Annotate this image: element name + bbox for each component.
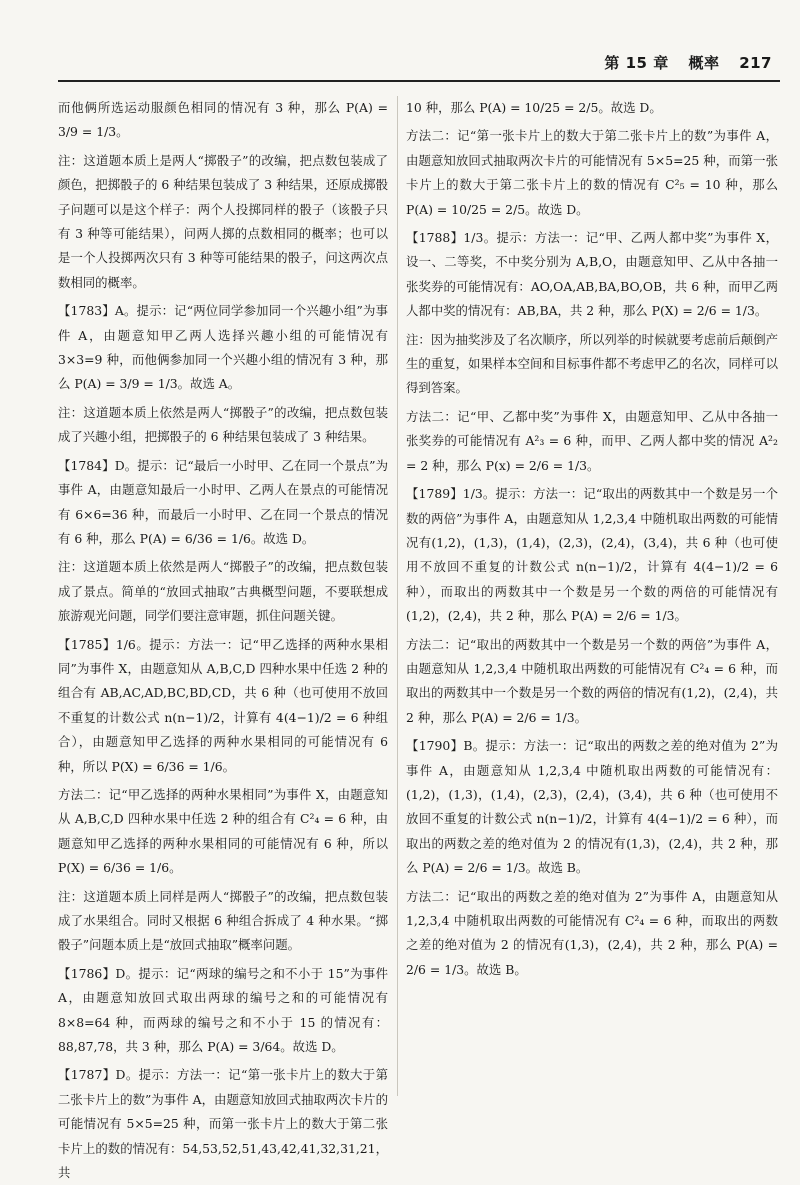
answer-1788: 【1788】1/3。提示：方法一：记“甲、乙两人都中奖”为事件 X，设一、二等奖，不中奖分别为 A,B,O，由题意知甲、乙从中各抽一张奖券的可能情况有：AO,OA,AB,BA,BO,OB，共 6 种，而甲乙两人都中奖的情况有：AB,BA，共 2 种，那么 P(X) = 2/6 = 1/3。 xyxy=(406,230,778,319)
answer-1790: 【1790】B。提示：方法一：记“取出的两数之差的绝对值为 2”为事件 A，由题意知从 1,2,3,4 中随机取出两数的可能情况有：(1,2)，(1,3)，(1,4)，(2,3)，(2,4)，(3,4)，共 6 种（也可使用不放回不重复的计数公式 n(n−1)/2，计算有 4(4−1)/2 = 6 种），而取出的两数之差的绝对值为 2 的情况有(1,3)，(2,4)，共 2 种，那么 P(A) = 2/6 = 1/3。故选 B。 xyxy=(406,738,778,876)
paragraph: 方法二：记“第一张卡片上的数大于第二张卡片上的数”为事件 A，由题意知放回式抽取两次卡片的可能情况有 5×5=25 种，而第一张卡片上的数大于第二张卡片上的数的情况有 C²₅ = 10 种，那么 P(A) = 10/25 = 2/5。故选 D。 xyxy=(406,128,778,217)
page-header xyxy=(590,52,772,73)
paragraph: 注：这道题本质上是两人“掷骰子”的改编，把点数包装成了颜色，把掷骰子的 6 种结果包装成了 3 种结果，还原成掷骰子问题可以是这个样子：两个人投掷同样的骰子（该骰子只有 3 种等可能结果），问两人掷的点数相同的概率；也可以是一个人投掷两次只有 3 种等可能结果的骰子，问这两次点数相同的概率。 xyxy=(58,152,388,290)
page-number: 217 xyxy=(739,54,772,72)
chapter-label: 第 15 章 xyxy=(604,54,669,72)
paragraph: 注：这道题本质上同样是两人“掷骰子”的改编，把点数包装成了水果组合。同时又根据 6 种组合拆成了 4 种水果。“掷骰子”问题本质上是“放回式抽取”概率问题。 xyxy=(58,888,388,953)
paragraph: 10 种，那么 P(A) = 10/25 = 2/5。故选 D。 xyxy=(406,100,662,115)
column-divider xyxy=(397,96,398,1096)
answer-1783: 【1783】A。提示：记“两位同学参加同一个兴趣小组”为事件 A，由题意知甲乙两人选择兴趣小组的可能情况有 3×3=9 种，而他俩参加同一个兴趣小组的情况有 3 种，那么 P(A) = 3/9 = 1/3。故选 A。 xyxy=(58,303,388,392)
header-rule xyxy=(58,80,780,82)
paragraph: 注：这道题本质上依然是两人“掷骰子”的改编，把点数包装成了兴趣小组，把掷骰子的 6 种结果包装成了 3 种结果。 xyxy=(58,404,388,445)
paragraph: 方法二：记“取出的两数其中一个数是另一个数的两倍”为事件 A，由题意知从 1,2,3,4 中随机取出两数的可能情况有 C²₄ = 6 种，而取出的两数其中一个数是另一个数的两倍的情况有(1,2)，(2,4)，共 2 种，那么 P(A) = 2/6 = 1/3。 xyxy=(406,636,778,725)
chapter-title: 概率 xyxy=(688,54,720,72)
paragraph: 而他俩所选运动服颜色相同的情况有 3 种，那么 P(A) = 3/9 = 1/3。 xyxy=(58,100,388,140)
paragraph: 方法二：记“甲乙选择的两种水果相同”为事件 X，由题意知从 A,B,C,D 四种水果中任选 2 种的组合有 C²₄ = 6 种，由题意知甲乙选择的两种水果相同的可能情况有 6 种，所以 P(X) = 6/36 = 1/6。 xyxy=(58,786,388,876)
right-column xyxy=(406,96,778,982)
paragraph: 注：因为抽奖涉及了名次顺序，所以列举的时候就要考虑前后颠倒产生的重复，如果样本空间和目标事件都不考虑甲乙的名次，同样可以得到答案。 xyxy=(406,331,778,396)
paragraph: 注：这道题本质上依然是两人“掷骰子”的改编，把点数包装成了景点。简单的“放回式抽取”古典概型问题，不要联想成旅游观光问题，同学们要注意审题，抓住问题关键。 xyxy=(58,559,388,624)
answer-1787: 【1787】D。提示：方法一：记“第一张卡片上的数大于第二张卡片上的数”为事件 A，由题意知放回式抽取两次卡片的可能情况有 5×5=25 种，而第一张卡片上的数大于第二张卡片上的数的情况有：54,53,52,51,43,42,41,32,31,21，共 xyxy=(58,1067,388,1181)
paragraph: 方法二：记“取出的两数之差的绝对值为 2”为事件 A，由题意知从 1,2,3,4 中随机取出两数的可能情况有 C²₄ = 6 种，而取出的两数之差的绝对值为 2 的情况有(1,3)，(2,4)，共 2 种，那么 P(A) = 2/6 = 1/3。故选 B。 xyxy=(406,888,778,977)
answer-1786: 【1786】D。提示：记“两球的编号之和不小于 15”为事件 A，由题意知放回式取出两球的编号之和的可能情况有 8×8=64 种，而两球的编号之和不小于 15 的情况有：88,87,78，共 3 种，那么 P(A) = 3/64。故选 D。 xyxy=(58,965,388,1055)
answer-1789: 【1789】1/3。提示：方法一：记“取出的两数其中一个数是另一个数的两倍”为事件 A，由题意知从 1,2,3,4 中随机取出两数的可能情况有(1,2)，(1,3)，(1,4)，(2,3)，(2,4)，(3,4)，共 6 种（也可使用不放回不重复的计数公式 n(n−1)/2，计算有 4(4−1)/2 = 6 种），而取出的两数其中一个数是另一个数的两倍的可能情况有(1,2)，(2,4)，共 2 种，那么 P(A) = 2/6 = 1/3。 xyxy=(406,486,778,624)
answer-1785: 【1785】1/6。提示：方法一：记“甲乙选择的两种水果相同”为事件 X，由题意知从 A,B,C,D 四种水果中任选 2 种的组合有 AB,AC,AD,BC,BD,CD，共 6 种（也可使用不放回不重复的计数公式 n(n−1)/2，计算有 4(4−1)/2 = 6 种组合），由题意知甲乙选择的两种水果相同的可能情况有 6 种，所以 P(X) = 6/36 = 1/6。 xyxy=(58,636,388,774)
left-column xyxy=(58,96,388,1185)
paragraph: 方法二：记“甲、乙都中奖”为事件 X，由题意知甲、乙从中各抽一张奖券的可能情况有 A²₃ = 6 种，而甲、乙两人都中奖的情况 A²₂ = 2 种，那么 P(x) = 2/6 = 1/3。 xyxy=(406,408,778,473)
answer-1784: 【1784】D。提示：记“最后一小时甲、乙在同一个景点”为事件 A，由题意知最后一小时甲、乙两人在景点的可能情况有 6×6=36 种，而最后一小时甲、乙在同一个景点的情况有 6 种，那么 P(A) = 6/36 = 1/6。故选 D。 xyxy=(58,457,388,546)
